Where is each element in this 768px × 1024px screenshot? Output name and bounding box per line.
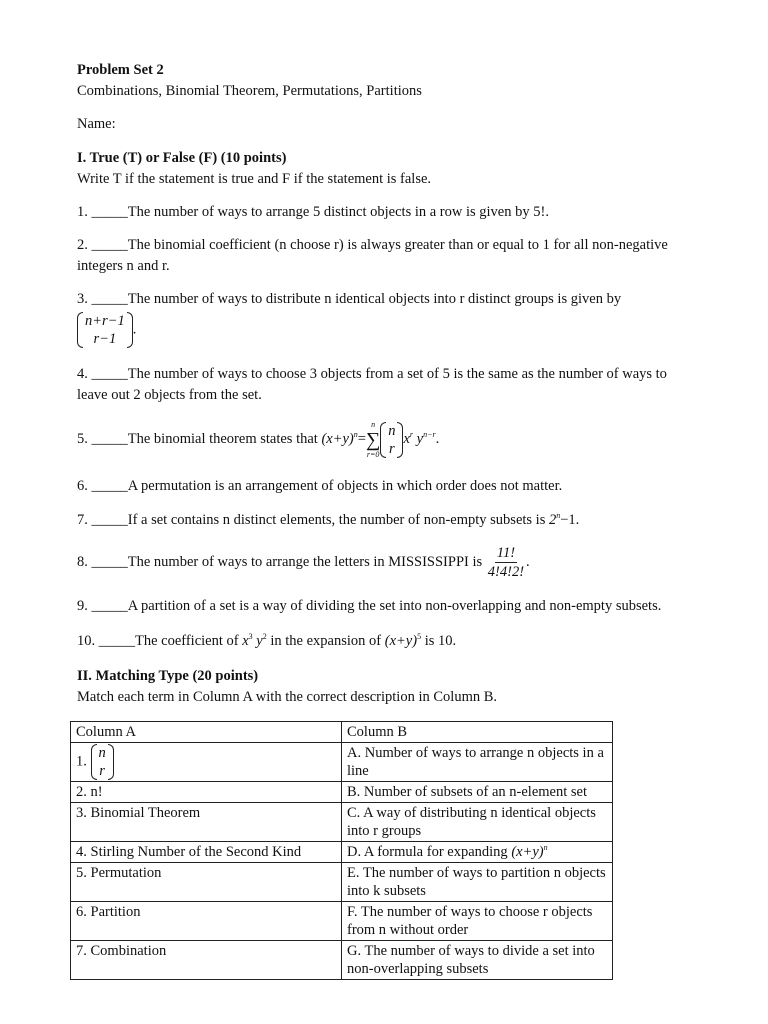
tf-item-8: 8. _____The number of ways to arrange the letters in MISSISSIPPI is $\frac{11!}{4!4!2!}$ . xyxy=(77,545,530,581)
problem-set-title: Problem Set 2 xyxy=(77,62,164,78)
column-a-cell: 4. Stirling Number of the Second Kind xyxy=(71,842,342,863)
tf-item-4 xyxy=(77,364,697,406)
section2-instructions: Match each term in Column A with the correct description in Column B. xyxy=(77,689,498,705)
item-number: 2. _____ xyxy=(77,237,128,253)
item-text: The binomial coefficient (n choose r) is always greater than or equal to 1 for all non-negative integers n and r. xyxy=(77,237,668,274)
binom-top: n+r−1 xyxy=(85,313,125,329)
column-a-cell: 2. n! xyxy=(71,782,342,803)
fraction-denominator: 4!4!2! xyxy=(487,564,525,581)
tf-item-9 xyxy=(77,596,697,617)
sigma-symbol: ∑ xyxy=(365,428,381,451)
item-text: A permutation is an arrangement of objects in which order does not matter. xyxy=(127,478,563,494)
item-number: 3. _____ xyxy=(77,291,128,307)
table-row xyxy=(71,902,613,941)
column-b-cell: G. The number of ways to divide a set into non-overlapping subsets xyxy=(342,941,613,980)
item-text: The number of ways to distribute n identical objects into r distinct groups is given by xyxy=(127,291,622,307)
item-text: If a set contains n distinct elements, the number of non-empty subsets is xyxy=(127,512,546,528)
table-row xyxy=(71,863,613,902)
column-b-cell: A. Number of ways to arrange n objects in a line xyxy=(342,743,613,782)
column-a-cell: 7. Combination xyxy=(71,941,342,980)
table-row xyxy=(71,842,613,863)
summation: n ∑ r=0 xyxy=(365,419,381,459)
item-text: The binomial theorem states that xyxy=(127,431,318,447)
tf-item-3 xyxy=(77,289,697,348)
column-a-cell: 6. Partition xyxy=(71,902,342,941)
column-b-cell: F. The number of ways to choose r objects from n without order xyxy=(342,902,613,941)
table-header-row xyxy=(71,722,613,743)
binomial-expression: n+r−1 r−1 . xyxy=(77,312,697,348)
item-number: 10. _____ xyxy=(77,633,135,649)
item-text: The number of ways to choose 3 objects from a set of 5 is the same as the number of ways to leave out 2 objects from the set. xyxy=(77,366,667,403)
item-number: 9. _____ xyxy=(77,598,128,614)
item-number: 1. _____ xyxy=(77,204,128,220)
column-a-cell: 3. Binomial Theorem xyxy=(71,803,342,842)
lhs-expression: (x+y) xyxy=(321,431,354,447)
table-row xyxy=(71,782,613,803)
item-number: 7. _____ xyxy=(77,512,128,528)
table-row xyxy=(71,803,613,842)
binomial-coefficient: n r xyxy=(380,422,403,458)
matching-table xyxy=(70,721,613,980)
tf-item-6 xyxy=(77,476,697,497)
tf-item-7: 7. _____If a set contains n distinct elements, the number of non-empty subsets is $2^n-1$. xyxy=(77,511,580,528)
binomial-coefficient xyxy=(77,312,133,348)
column-a-cell: 5. Permutation xyxy=(71,863,342,902)
column-b-cell: B. Number of subsets of an n-element set xyxy=(342,782,613,803)
column-a-cell: 1. n r xyxy=(71,743,342,782)
tf-item-1 xyxy=(77,202,697,223)
fraction xyxy=(486,544,526,581)
item-number: 5. _____ xyxy=(77,431,128,447)
table-row xyxy=(71,743,613,782)
item-text: The number of ways to arrange 5 distinct objects in a row is given by 5!. xyxy=(127,204,549,220)
item-number: 8. _____ xyxy=(77,554,128,570)
column-b-cell: D. A formula for expanding $(x+y)^n$ xyxy=(342,842,613,863)
binom-bottom: r−1 xyxy=(93,331,117,347)
binomial-coefficient: n r xyxy=(91,744,114,780)
section1-instructions: Write T if the statement is true and F if the statement is false. xyxy=(77,171,432,187)
item-text: A partition of a set is a way of dividing the set into non-overlapping and non-empty subsets. xyxy=(127,598,662,614)
column-b-cell: C. A way of distributing n identical objects into r groups xyxy=(342,803,613,842)
item-number: 6. _____ xyxy=(77,478,128,494)
fraction-numerator: 11! xyxy=(496,545,516,562)
item-text: The number of ways to arrange the letters in MISSISSIPPI is xyxy=(127,554,483,570)
section2-heading: II. Matching Type (20 points) xyxy=(77,668,259,684)
section1-heading: I. True (T) or False (F) (10 points) xyxy=(77,150,287,166)
column-a-header: Column A xyxy=(71,722,342,743)
column-b-cell: E. The number of ways to partition n objects into k subsets xyxy=(342,863,613,902)
tf-item-2 xyxy=(77,235,697,277)
column-b-header: Column B xyxy=(342,722,613,743)
name-label: Name: xyxy=(77,116,116,132)
table-row xyxy=(71,941,613,980)
problem-set-subtitle: Combinations, Binomial Theorem, Permutations, Partitions xyxy=(77,83,422,99)
tf-item-5: 5. _____The binomial theorem states that $(x+y)^n=$ n ∑ r=0 n r $x^r$ $y^{n-r}$. xyxy=(77,419,440,459)
item-number: 4. _____ xyxy=(77,366,128,382)
tf-item-10: 10. _____The coefficient of $x^3$ $y^2$ in the expansion of $(x+y)^5$ is 10. xyxy=(77,632,457,649)
